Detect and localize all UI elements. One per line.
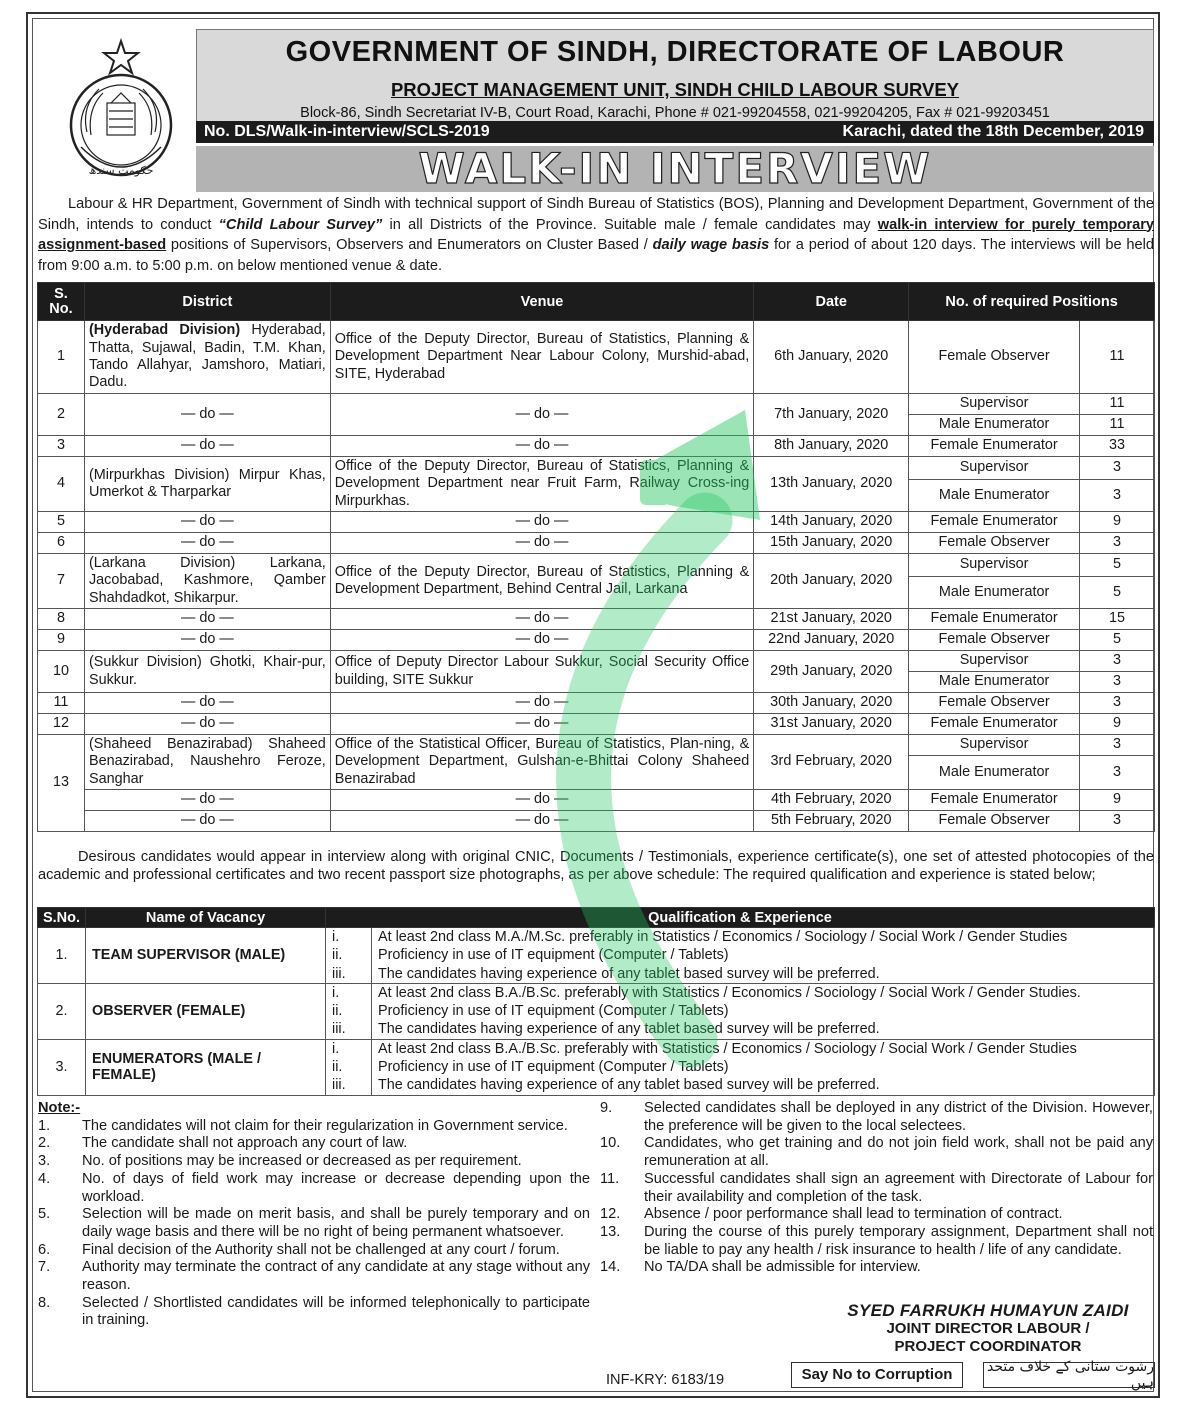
note-item (38, 1259, 590, 1294)
note-number: 6. (38, 1241, 51, 1258)
col-qual-sno: S.No. (38, 908, 86, 928)
note-text: During the course of this purely temporary assignment, Department shall not be liable to pay any health / risk insurance to health / life of any candidate. (644, 1223, 1153, 1258)
qual-item-text: Proficiency in use of IT equipment (Computer / Tablets) (372, 1002, 1155, 1020)
note-number: 7. (38, 1259, 51, 1276)
row-count: 3 (1080, 651, 1155, 672)
qual-item-number: i. (326, 928, 372, 947)
row-count: 3 (1080, 735, 1155, 756)
row-date: 14th January, 2020 (754, 512, 909, 533)
row-count: 11 (1080, 394, 1155, 415)
row-venue: — do — (330, 394, 754, 436)
vacancy-name: OBSERVER (FEMALE) (86, 983, 326, 1039)
row-position: Female Enumerator (909, 609, 1080, 630)
row-count: 3 (1080, 457, 1155, 480)
note-item (600, 1100, 1153, 1135)
row-count: 11 (1080, 321, 1155, 394)
note-item (600, 1171, 1153, 1206)
row-district: — do — (84, 693, 330, 714)
row-position: Male Enumerator (909, 672, 1080, 693)
row-sno: 12 (38, 714, 85, 735)
row-district: — do — (84, 609, 330, 630)
note-item (38, 1242, 590, 1260)
qual-item-text: The candidates having experience of any tablet based survey will be preferred. (372, 1076, 1155, 1095)
notes-right-column (600, 1100, 1153, 1277)
row-venue: — do — (330, 609, 754, 630)
row-sno: 6 (38, 533, 85, 554)
qual-item-number: iii. (326, 1020, 372, 1039)
row-date: 6th January, 2020 (754, 321, 909, 394)
note-number: 2. (38, 1135, 51, 1152)
table-row (38, 512, 1155, 533)
col-sno: S. No. (38, 283, 85, 321)
row-position: Female Observer (909, 321, 1080, 394)
row-district: — do — (84, 533, 330, 554)
intro-survey-name: “Child Labour Survey” (218, 216, 383, 233)
notes-left-column (38, 1100, 590, 1330)
qualification-row (38, 928, 1155, 947)
row-count: 9 (1080, 714, 1155, 735)
row-position: Female Observer (909, 811, 1080, 832)
reference-bar (196, 121, 1154, 143)
table-row (38, 533, 1155, 554)
note-text: Selected candidates shall be deployed in any district of the Division. However, the preference will be given to the local selectees. (644, 1100, 1153, 1134)
qual-sno: 3. (38, 1039, 86, 1095)
col-positions: No. of required Positions (909, 283, 1155, 321)
note-item (600, 1206, 1153, 1224)
row-position: Supervisor (909, 554, 1080, 577)
note-text: Successful candidates shall sign an agreement with Directorate of Labour for their availability and completion of the task. (644, 1170, 1153, 1205)
note-item (38, 1295, 590, 1330)
col-qualification: Qualification & Experience (326, 908, 1155, 928)
table-row (38, 790, 1155, 811)
row-sno: 10 (38, 651, 85, 693)
desirous-candidates-paragraph: Desirous candidates would appear in interview along with original CNIC, Documents / Testimonials, experience certificate(s), one set of attested photocopies of the academic and professional certificates and two recent passport size photographs, as per above schedule: The required qualification and experience is stated below; (38, 849, 1154, 883)
row-date: 15th January, 2020 (754, 533, 909, 554)
note-text: Candidates, who get training and do not join field work, shall not be paid any remuneration at all. (644, 1135, 1153, 1170)
district-list: Hyderabad, Thatta, Sujawal, Badin, T.M. Khan, Tando Allahyar, Jamshoro, Matiari, Dadu. (88, 322, 326, 391)
qual-item-text: Proficiency in use of IT equipment (Computer / Tablets) (372, 946, 1155, 964)
qual-item-text: The candidates having experience of any tablet based survey will be preferred. (372, 965, 1155, 984)
row-venue: — do — (330, 693, 754, 714)
row-district: — do — (84, 714, 330, 735)
row-district: — do — (84, 630, 330, 651)
intro-walkin: walk-in interview for purely temporary assignment-based (38, 216, 1154, 253)
row-sno: 1 (38, 321, 85, 394)
note-text: No. of positions may be increased or decreased as per requirement. (82, 1153, 522, 1170)
row-count: 3 (1080, 480, 1155, 512)
signature-block (838, 1302, 1138, 1356)
qual-item-number: ii. (326, 946, 372, 964)
note-item (38, 1206, 590, 1241)
reference-date: Karachi, dated the 18th December, 2019 (842, 123, 1144, 140)
advertisement-border (32, 18, 1154, 1392)
row-sno: 4 (38, 457, 85, 512)
row-date: 8th January, 2020 (754, 436, 909, 457)
note-number: 12. (600, 1206, 621, 1223)
header-box (196, 29, 1154, 125)
row-count: 5 (1080, 630, 1155, 651)
header-subtitle: PROJECT MANAGEMENT UNIT, SINDH CHILD LABOUR SURVEY (390, 79, 960, 100)
note-text: Selected / Shortlisted candidates will be informed telephonically to participate in training. (82, 1294, 590, 1329)
row-count: 3 (1080, 672, 1155, 693)
note-item (38, 1171, 590, 1206)
row-position: Female Observer (909, 693, 1080, 714)
vacancy-name: TEAM SUPERVISOR (MALE) (86, 928, 326, 984)
row-venue: — do — (330, 811, 754, 832)
vacancy-name: ENUMERATORS (MALE / FEMALE) (86, 1039, 326, 1095)
row-venue: — do — (330, 630, 754, 651)
table-row (38, 811, 1155, 832)
row-district: — do — (84, 436, 330, 457)
note-item (600, 1224, 1153, 1259)
row-date: 5th February, 2020 (754, 811, 909, 832)
row-count: 33 (1080, 436, 1155, 457)
intro-text-4: for a period of about 120 days. The interviews will be held from 9:00 a.m. to 5:00 p.m. on below mentioned venue & date. (38, 237, 1154, 274)
row-district: — do — (84, 512, 330, 533)
table-row (38, 394, 1155, 415)
row-count: 11 (1080, 415, 1155, 436)
row-sno: 11 (38, 693, 85, 714)
signatory-name: SYED FARRUKH HUMAYUN ZAIDI (847, 1301, 1129, 1320)
note-number: 8. (38, 1294, 51, 1311)
reference-number: No. DLS/Walk-in-interview/SCLS-2019 (204, 123, 490, 140)
note-item (38, 1118, 590, 1136)
note-item (38, 1153, 590, 1171)
row-date: 30th January, 2020 (754, 693, 909, 714)
intro-text-3: positions of Supervisors, Observers and Enumerators on Cluster Based / (166, 237, 653, 253)
note-number: 3. (38, 1153, 51, 1170)
note-number: 1. (38, 1117, 51, 1134)
table-row (38, 714, 1155, 735)
row-position: Supervisor (909, 735, 1080, 756)
walk-in-banner (196, 146, 1154, 192)
row-district (84, 321, 330, 394)
qual-item-text: At least 2nd class B.A./B.Sc. preferably with Statistics / Economics / Sociology / Social Work / Gender Studies (372, 1039, 1155, 1058)
note-number: 10. (600, 1135, 621, 1152)
row-date: 3rd February, 2020 (754, 735, 909, 790)
qual-sno: 1. (38, 928, 86, 984)
qual-sno: 2. (38, 983, 86, 1039)
row-date: 4th February, 2020 (754, 790, 909, 811)
row-venue: — do — (330, 790, 754, 811)
advertisement-page (26, 12, 1160, 1398)
note-number: 11. (600, 1170, 620, 1187)
row-venue: Office of the Deputy Director, Bureau of Statistics, Planning & Development Department Near Labour Colony, Murshid-abad, SITE, Hyderabad (330, 321, 754, 394)
qual-item-text: The candidates having experience of any tablet based survey will be preferred. (372, 1020, 1155, 1039)
table-row (38, 735, 1155, 756)
note-item (38, 1135, 590, 1153)
intro-daily-wage: daily wage basis (652, 237, 770, 253)
qualification-header-row (38, 908, 1155, 928)
note-number: 14. (600, 1259, 621, 1276)
note-text: No TA/DA shall be admissible for interview. (644, 1259, 921, 1276)
header-address: Block-86, Sindh Secretariat IV-B, Court Road, Karachi, Phone # 021-99204558, 021-99204205, Fax # 021-99203451 (300, 105, 1050, 121)
urdu-slogan-text: رشوت ستانی کے خلاف متحد ہیں (987, 1359, 1154, 1391)
qualification-row (38, 1039, 1155, 1058)
table-row (38, 436, 1155, 457)
note-text: Authority may terminate the contract of any candidate at any stage without any reason. (82, 1259, 590, 1294)
qual-item-text: At least 2nd class B.A./B.Sc. preferably with Statistics / Economics / Sociology / Social Work / Gender Studies. (372, 983, 1155, 1002)
row-position: Supervisor (909, 394, 1080, 415)
row-district: — do — (84, 811, 330, 832)
notes-heading: Note:- (38, 1100, 81, 1116)
row-date: 7th January, 2020 (754, 394, 909, 436)
note-text: No. of days of field work may increase or decrease depending upon the workload. (82, 1170, 590, 1205)
note-number: 4. (38, 1170, 51, 1187)
header-title: GOVERNMENT OF SINDH, DIRECTORATE OF LABOUR (285, 36, 1065, 68)
qual-item-text: At least 2nd class M.A./M.Sc. preferably in Statistics / Economics / Sociology / Social Work / Gender Studies (372, 928, 1155, 947)
intro-text-2: in all Districts of the Province. Suitable male / female candidates may (382, 216, 878, 233)
qual-item-number: i. (326, 1039, 372, 1058)
row-date: 21st January, 2020 (754, 609, 909, 630)
table-row (38, 321, 1155, 394)
row-district: — do — (84, 790, 330, 811)
row-position: Male Enumerator (909, 415, 1080, 436)
row-district: (Larkana Division) Larkana, Jacobabad, Kashmore, Qamber Shahdadkot, Shikarpur. (84, 554, 330, 609)
signatory-title-2: PROJECT COORDINATOR (894, 1338, 1082, 1355)
table-row (38, 651, 1155, 672)
table-row (38, 693, 1155, 714)
row-position: Male Enumerator (909, 756, 1080, 790)
row-venue: — do — (330, 714, 754, 735)
qual-item-number: i. (326, 983, 372, 1002)
qual-item-text: Proficiency in use of IT equipment (Computer / Tablets) (372, 1058, 1155, 1076)
table-row (38, 554, 1155, 577)
note-item (600, 1135, 1153, 1170)
row-district: (Mirpurkhas Division) Mirpur Khas, Umerkot & Tharparkar (84, 457, 330, 512)
qual-item-number: ii. (326, 1002, 372, 1020)
qual-item-number: ii. (326, 1058, 372, 1076)
row-venue: Office of the Statistical Officer, Bureau of Statistics, Plan-ning, & Development Department, Gulshan-e-Bhittai Colony Shaheed Benazirabad (330, 735, 754, 790)
row-position: Male Enumerator (909, 480, 1080, 512)
row-count: 15 (1080, 609, 1155, 630)
row-count: 3 (1080, 693, 1155, 714)
row-date: 31st January, 2020 (754, 714, 909, 735)
row-position: Female Enumerator (909, 714, 1080, 735)
row-sno: 8 (38, 609, 85, 630)
col-venue: Venue (330, 283, 754, 321)
say-no-to-corruption-box: Say No to Corruption (791, 1362, 963, 1388)
note-text: Final decision of the Authority shall not be challenged at any court / forum. (82, 1241, 560, 1258)
signatory-title-1: JOINT DIRECTOR LABOUR / (886, 1320, 1090, 1337)
schedule-header-row (38, 283, 1155, 321)
row-sno: 13 (38, 735, 85, 832)
row-district: (Shaheed Benazirabad) Shaheed Benazirabad, Naushehro Feroze, Sanghar (84, 735, 330, 790)
row-position: Female Observer (909, 533, 1080, 554)
row-count: 3 (1080, 756, 1155, 790)
inf-code: INF-KRY: 6183/19 (606, 1372, 725, 1388)
row-position: Female Observer (909, 630, 1080, 651)
qualification-row (38, 983, 1155, 1002)
row-count: 5 (1080, 554, 1155, 577)
row-venue: — do — (330, 533, 754, 554)
note-text: The candidates will not claim for their regularization in Government service. (82, 1117, 568, 1134)
row-sno: 5 (38, 512, 85, 533)
row-count: 9 (1080, 512, 1155, 533)
qualification-table (37, 907, 1155, 1096)
row-position: Female Enumerator (909, 512, 1080, 533)
sindh-government-logo (51, 37, 191, 187)
urdu-slogan-box (983, 1359, 1155, 1391)
table-row (38, 457, 1155, 480)
note-text: Absence / poor performance shall lead to termination of contract. (644, 1206, 1063, 1223)
banner-text: WALK-IN INTERVIEW (418, 144, 932, 193)
district-division: (Hyderabad Division) (88, 322, 241, 339)
row-district: — do — (84, 394, 330, 436)
intro-text-1: Labour & HR Department, Government of Sindh with technical support of Sindh Bureau of Statistics (BOS), Planning and Development Department, Government of the Sindh, intends to conduct (38, 196, 1154, 233)
table-row (38, 630, 1155, 651)
row-venue: — do — (330, 512, 754, 533)
note-text: The candidate shall not approach any court of law. (82, 1135, 408, 1152)
row-position: Male Enumerator (909, 577, 1080, 609)
row-count: 3 (1080, 811, 1155, 832)
col-district: District (84, 283, 330, 321)
row-date: 13th January, 2020 (754, 457, 909, 512)
note-item (600, 1259, 1153, 1277)
row-sno: 3 (38, 436, 85, 457)
svg-text:حکومت سندھ: حکومت سندھ (88, 164, 154, 177)
note-number: 13. (600, 1223, 621, 1240)
col-vacancy-name: Name of Vacancy (86, 908, 326, 928)
note-number: 9. (600, 1100, 613, 1116)
row-count: 9 (1080, 790, 1155, 811)
row-sno: 2 (38, 394, 85, 436)
row-count: 3 (1080, 533, 1155, 554)
row-position: Supervisor (909, 651, 1080, 672)
row-date: 22nd January, 2020 (754, 630, 909, 651)
row-date: 29th January, 2020 (754, 651, 909, 693)
intro-paragraph (38, 194, 1154, 276)
row-date: 20th January, 2020 (754, 554, 909, 609)
row-count: 5 (1080, 577, 1155, 609)
row-sno: 7 (38, 554, 85, 609)
qual-item-number: iii. (326, 1076, 372, 1095)
row-position: Female Enumerator (909, 436, 1080, 457)
note-text: Selection will be made on merit basis, and shall be purely temporary and on daily wage basis and there will be no right of being permanent whatsoever. (82, 1206, 590, 1240)
row-position: Supervisor (909, 457, 1080, 480)
row-venue: Office of Deputy Director Labour Sukkur, Social Security Office building, SITE Sukkur (330, 651, 754, 693)
col-date: Date (754, 283, 909, 321)
row-sno: 9 (38, 630, 85, 651)
row-venue: Office of the Deputy Director, Bureau of Statistics, Planning & Development Department near Fruit Farm, Railway Cross-ing Mirpurkhas. (330, 457, 754, 512)
interview-schedule-table (37, 282, 1155, 832)
row-venue: — do — (330, 436, 754, 457)
note-number: 5. (38, 1206, 51, 1223)
qual-item-number: iii. (326, 965, 372, 984)
row-venue: Office of the Deputy Director, Bureau of Statistics, Planning & Development Department, Behind Central Jail, Larkana (330, 554, 754, 609)
row-district: (Sukkur Division) Ghotki, Khair-pur, Sukkur. (84, 651, 330, 693)
table-row (38, 609, 1155, 630)
row-position: Female Enumerator (909, 790, 1080, 811)
